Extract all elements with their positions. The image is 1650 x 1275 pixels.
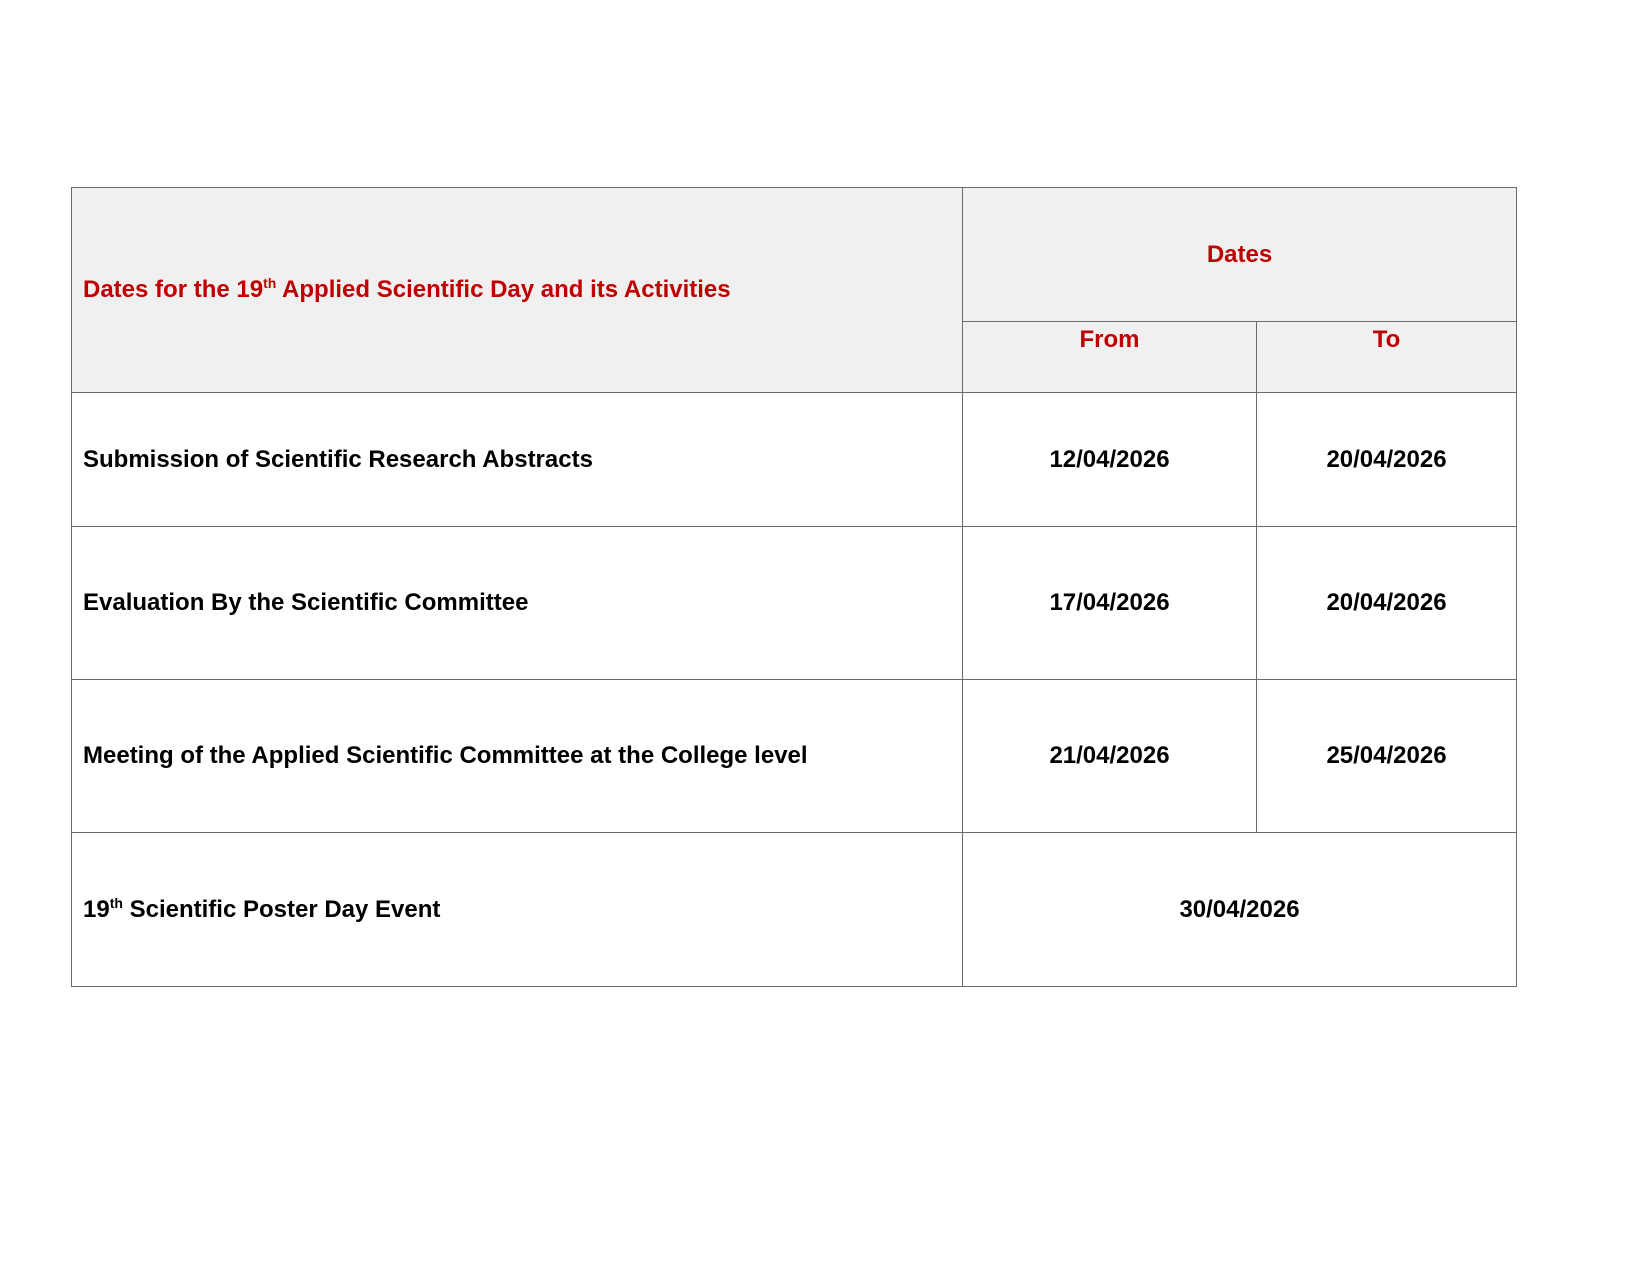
to-date-cell: 20/04/2026 bbox=[1257, 393, 1517, 527]
table-row bbox=[72, 393, 1517, 527]
activity-cell: Submission of Scientific Research Abstracts bbox=[72, 393, 963, 527]
from-date-cell: 17/04/2026 bbox=[963, 527, 1257, 680]
to-header: To bbox=[1257, 322, 1517, 393]
title-ordinal-suffix: th bbox=[263, 275, 277, 291]
title-suffix: Applied Scientific Day and its Activities bbox=[276, 276, 731, 303]
to-date-cell: 25/04/2026 bbox=[1257, 680, 1517, 833]
table-row bbox=[72, 527, 1517, 680]
from-date-cell: 21/04/2026 bbox=[963, 680, 1257, 833]
activity-cell: Meeting of the Applied Scientific Committee at the College level bbox=[72, 680, 963, 833]
activity-cell: Evaluation By the Scientific Committee bbox=[72, 527, 963, 680]
event-row bbox=[72, 833, 1517, 987]
table-row bbox=[72, 680, 1517, 833]
event-prefix: 19 bbox=[83, 895, 110, 923]
from-date-cell: 12/04/2026 bbox=[963, 393, 1257, 527]
schedule-table bbox=[71, 187, 1517, 987]
title-prefix: Dates for the 19 bbox=[83, 276, 264, 303]
table-title-header bbox=[72, 188, 963, 393]
to-date-cell: 20/04/2026 bbox=[1257, 527, 1517, 680]
event-suffix: Scientific Poster Day Event bbox=[122, 895, 441, 923]
dates-header: Dates bbox=[963, 188, 1517, 322]
event-ordinal-suffix: th bbox=[109, 894, 123, 911]
event-activity-cell bbox=[72, 833, 963, 987]
from-header: From bbox=[963, 322, 1257, 393]
event-date-cell: 30/04/2026 bbox=[963, 833, 1517, 987]
